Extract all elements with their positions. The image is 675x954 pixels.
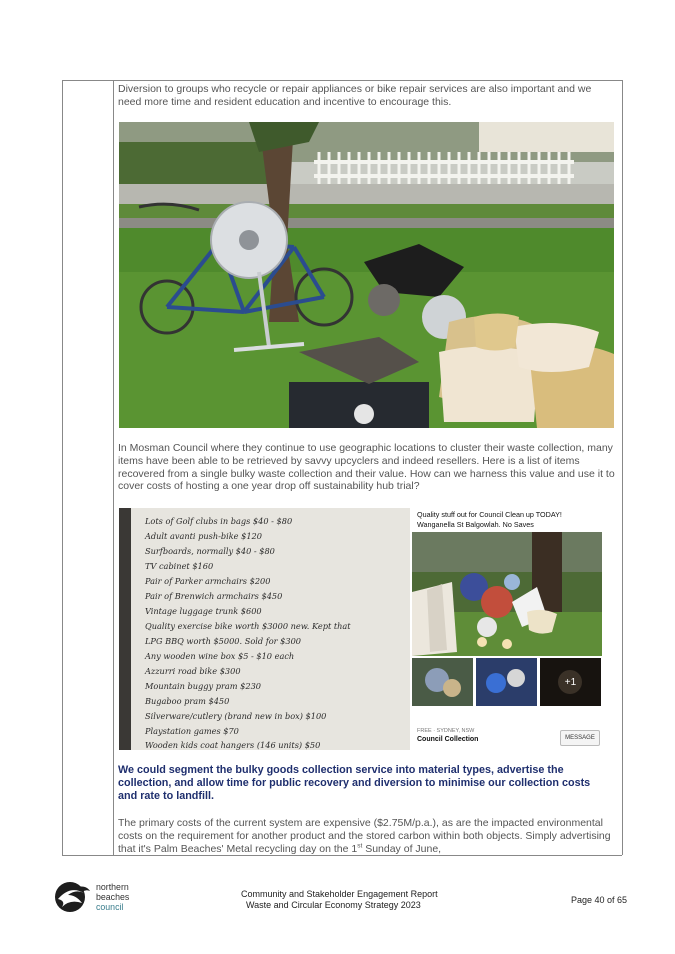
council-logo (52, 879, 94, 915)
hw-line: Lots of Golf clubs in bags $40 - $80 (145, 516, 293, 526)
post-headline-line2: Wanganella St Balgowlah. No Saves (417, 519, 534, 529)
hw-line: Surfboards, normally $40 - $80 (145, 546, 275, 556)
hw-line: Any wooden wine box $5 - $10 each (145, 651, 295, 661)
more-photos-count: +1 (540, 658, 601, 706)
page-number: Page 40 of 65 (571, 895, 628, 905)
post-thumbnail[interactable] (476, 658, 537, 706)
photo-handwritten-list (119, 508, 410, 750)
post-group-name: Council Collection (417, 736, 479, 743)
frame-left-border (62, 80, 63, 855)
logo-word-beaches: beaches (96, 892, 130, 902)
hw-line: Wooden kids coat hangers (146 units) $50 (145, 740, 321, 750)
logo-word-council: council (96, 902, 124, 912)
post-headline-line1: Quality stuff out for Council Clean up TODAY! (417, 510, 562, 519)
logo-word-northern: northern (96, 882, 129, 892)
hw-line: Bugaboo pram $450 (145, 696, 230, 706)
frame-right-border (622, 80, 623, 855)
frame-top-border (62, 80, 622, 81)
column-divider (113, 80, 114, 855)
post-thumbnail[interactable] (412, 658, 473, 706)
paragraph-mosman: In Mosman Council where they continue to use geographic locations to cluster their waste collection, many items have been able to be retrieved by savvy upcyclers and indeed resellers. Here is a list of items recovered from a single bulky waste collection and their value. How can we harness this value and use it to cover costs of hosting a one year drop off sustainability hub trial? (118, 442, 615, 493)
post-main-photo (412, 532, 602, 656)
hw-line: Silverware/cutlery (brand new in box) $100 (145, 711, 327, 721)
hw-line: Adult avanti push-bike $120 (145, 531, 262, 541)
hw-line: TV cabinet $160 (145, 561, 214, 571)
marketplace-post (412, 508, 602, 750)
post-thumbnail-more[interactable] (540, 658, 601, 706)
hw-line: Pair of Brenwich armchairs $450 (145, 591, 283, 601)
paper-shadow (119, 508, 131, 750)
primary-costs-text-end: Sunday of June, (362, 842, 442, 855)
hw-line: Vintage luggage trunk $600 (145, 606, 262, 616)
hw-line: Quality exercise bike worth $3000 new. Kept that (145, 621, 351, 631)
hw-line: Playstation games $70 (145, 726, 239, 736)
paragraph-primary-costs (118, 817, 616, 855)
paragraph-diversion: Diversion to groups who recycle or repair appliances or bike repair services are also important and we need more time and resident education and incentive to encourage this. (118, 83, 592, 108)
photo-curbside-waste (119, 122, 614, 428)
hw-line: Azzurri road bike $300 (145, 666, 241, 676)
post-location: FREE · SYDNEY, NSW (417, 728, 475, 734)
bold-recommendation: We could segment the bulky goods collection service into material types, advertise the collection, and allow time for public recovery and diversion to minimise our collection costs and rate to landfill. (118, 764, 591, 803)
hw-line: Mountain buggy pram $230 (145, 681, 261, 691)
footer-strategy-title: Waste and Circular Economy Strategy 2023 (246, 900, 421, 910)
post-headline (417, 510, 602, 529)
superscript-st: st (357, 842, 363, 850)
hw-line: Pair of Parker armchairs $200 (145, 576, 271, 586)
primary-costs-text: The primary costs of the current system are expensive ($2.75M/p.a.), as are the impacted environmental costs on the requirement for another product and the stored carbon within both objects. Simply advertising that it's Palm Beaches' Metal recycling day on the 1 (118, 817, 611, 855)
message-button[interactable]: MESSAGE (560, 730, 600, 746)
footer-report-title: Community and Stakeholder Engagement Report (241, 889, 438, 899)
hw-line: LPG BBQ worth $5000. Sold for $300 (145, 636, 302, 646)
